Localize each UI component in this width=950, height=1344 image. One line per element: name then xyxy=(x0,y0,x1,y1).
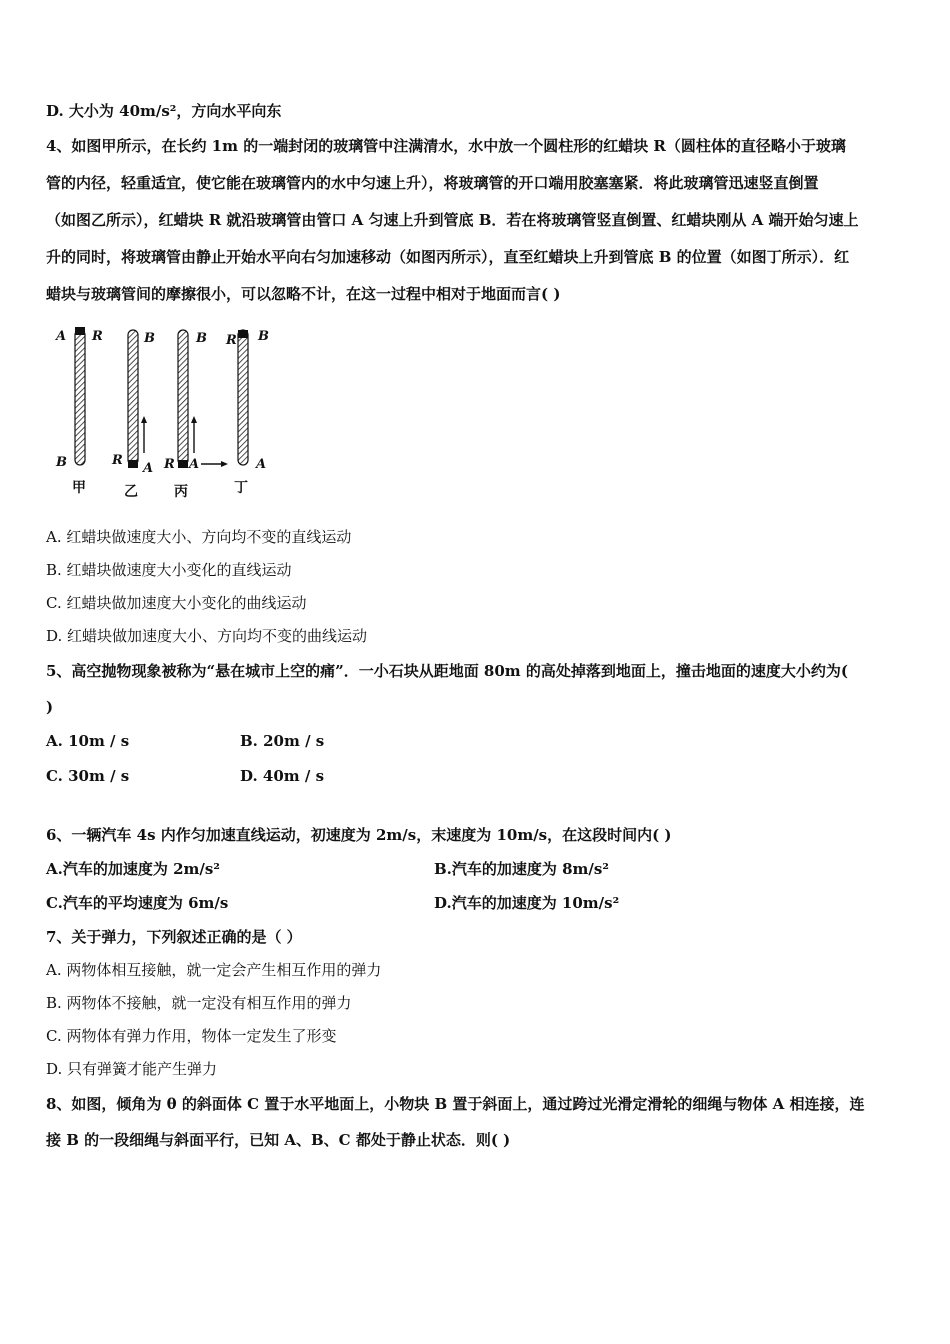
svg-text:R: R xyxy=(164,457,175,472)
svg-text:B: B xyxy=(258,329,269,344)
svg-text:A: A xyxy=(189,457,200,472)
svg-text:A: A xyxy=(256,457,267,472)
q4-line-1: 4、如图甲所示，在长约 1m 的一端封闭的玻璃管中注满清水，水中放一个圆柱形的红蜡块 R（圆柱体的直径略小于玻璃 xyxy=(46,137,846,155)
q8-line-1: 8、如图，倾角为 θ 的斜面体 C 置于水平地面上，小物块 B 置于斜面上，通过跨过光滑定滑轮的细绳与物体 A 相连接，连 xyxy=(46,1095,865,1113)
glass-tube-figure xyxy=(46,318,286,508)
q8-line-2: 接 B 的一段细绳与斜面平行，已知 A、B、C 都处于静止状态．则( ) xyxy=(46,1131,511,1149)
tube-yi xyxy=(111,330,155,500)
q4-option-d: D. 红蜡块做加速度大小、方向均不变的曲线运动 xyxy=(46,627,368,645)
svg-text:R: R xyxy=(112,453,123,468)
q7-option-d: D. 只有弹簧才能产生弹力 xyxy=(46,1060,218,1078)
q6-option-b: B.汽车的加速度为 8m/s² xyxy=(434,860,609,878)
q4-option-b: B. 红蜡块做速度大小变化的直线运动 xyxy=(46,561,292,579)
svg-text:B: B xyxy=(144,331,155,346)
q7-option-c: C. 两物体有弹力作用，物体一定发生了形变 xyxy=(46,1027,337,1045)
svg-text:A: A xyxy=(56,329,67,344)
svg-text:丁: 丁 xyxy=(234,480,248,496)
q5-line-2: ) xyxy=(46,698,54,716)
q4-option-a: A. 红蜡块做速度大小、方向均不变的直线运动 xyxy=(46,528,352,546)
q4-line-5: 蜡块与玻璃管间的摩擦很小，可以忽略不计，在这一过程中相对于地面而言( ) xyxy=(46,285,561,303)
q5-option-b: B. 20m / s xyxy=(240,732,325,750)
q4-option-c: C. 红蜡块做加速度大小变化的曲线运动 xyxy=(46,594,307,612)
svg-text:B: B xyxy=(56,455,67,470)
svg-text:甲: 甲 xyxy=(72,480,86,496)
q7-option-b: B. 两物体不接触，就一定没有相互作用的弹力 xyxy=(46,994,352,1012)
q5-line-1: 5、高空抛物现象被称为“悬在城市上空的痛”．一小石块从距地面 80m 的高处掉落到地面上，撞击地面的速度大小约为( xyxy=(46,662,848,680)
line-d-option: D. 大小为 40m/s²，方向水平向东 xyxy=(46,102,282,120)
svg-text:乙: 乙 xyxy=(124,484,138,500)
svg-text:R: R xyxy=(226,333,237,348)
q6-option-c: C.汽车的平均速度为 6m/s xyxy=(46,894,229,912)
q6-option-a: A.汽车的加速度为 2m/s² xyxy=(46,860,220,878)
tube-ding xyxy=(225,329,269,496)
svg-text:B: B xyxy=(196,331,207,346)
tube-bing xyxy=(163,330,228,500)
svg-text:丙: 丙 xyxy=(174,484,188,500)
q7-line-1: 7、关于弹力，下列叙述正确的是（ ） xyxy=(46,928,302,946)
q6-line-1: 6、一辆汽车 4s 内作匀加速直线运动，初速度为 2m/s，末速度为 10m/s，在这段时间内( ) xyxy=(46,826,672,844)
tube-diagram xyxy=(46,318,286,508)
q7-option-a: A. 两物体相互接触，就一定会产生相互作用的弹力 xyxy=(46,961,382,979)
svg-text:R: R xyxy=(92,329,103,344)
q4-line-3: （如图乙所示），红蜡块 R 就沿玻璃管由管口 A 匀速上升到管底 B．若在将玻璃管竖直倒置、红蜡块刚从 A 端开始匀速上 xyxy=(46,211,859,229)
q4-line-2: 管的内径，轻重适宜，使它能在玻璃管内的水中匀速上升），将玻璃管的开口端用胶塞塞紧．将此玻璃管迅速竖直倒置 xyxy=(46,174,819,192)
svg-text:A: A xyxy=(143,461,154,476)
q6-option-d: D.汽车的加速度为 10m/s² xyxy=(434,894,620,912)
q5-option-a: A. 10m / s xyxy=(46,732,130,750)
q5-option-d: D. 40m / s xyxy=(240,767,325,785)
q4-line-4: 升的同时，将玻璃管由静止开始水平向右匀加速移动（如图丙所示），直至红蜡块上升到管底 B 的位置（如图丁所示）．红 xyxy=(46,248,850,266)
q5-option-c: C. 30m / s xyxy=(46,767,130,785)
tube-jia xyxy=(54,327,103,496)
